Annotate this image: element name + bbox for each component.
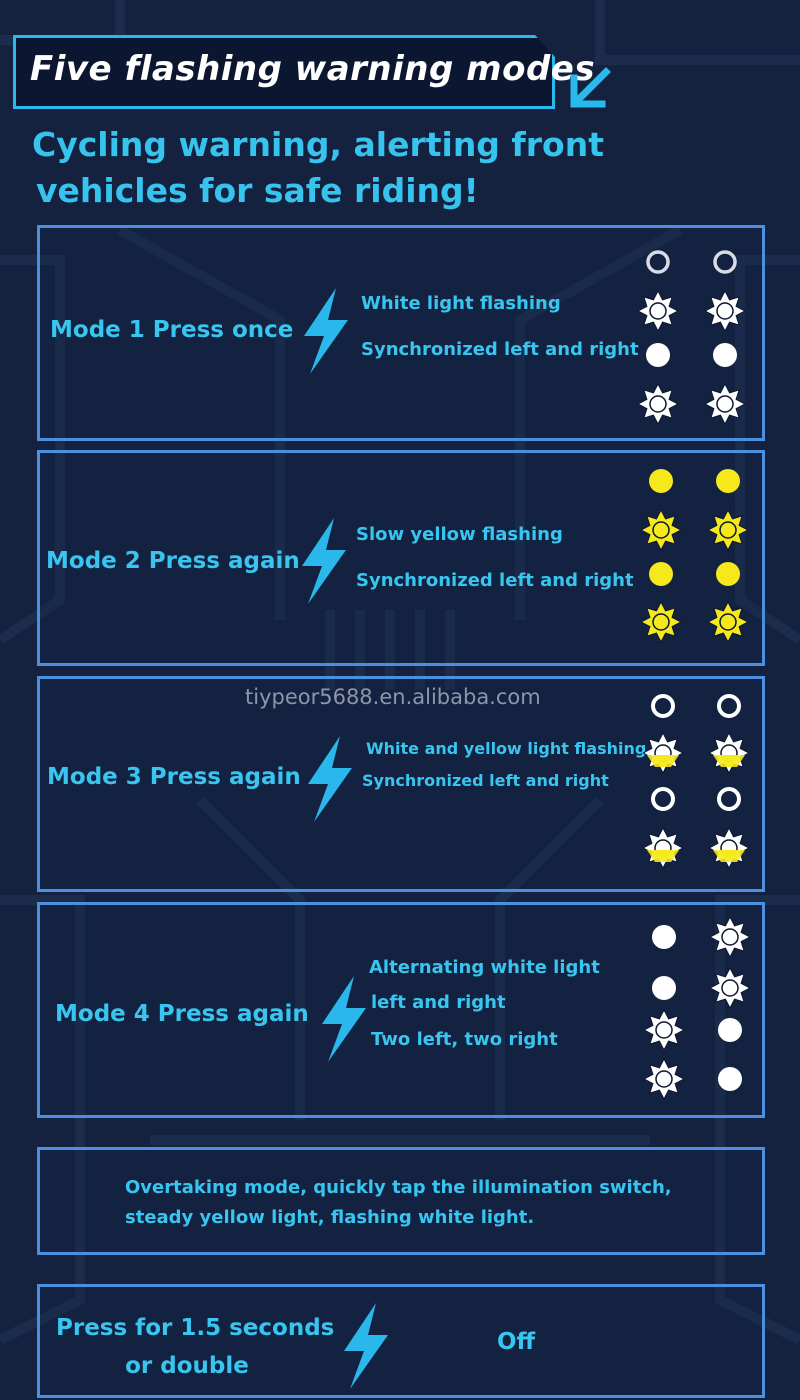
light-dot-icon — [705, 335, 745, 375]
off-instruction-line-1: Press for 1.5 seconds — [56, 1315, 335, 1341]
lightning-bolt-icon — [338, 1303, 392, 1389]
off-result-label: Off — [497, 1329, 536, 1355]
light-sunburst-icon — [644, 1059, 684, 1099]
light-sunburst-icon — [708, 510, 748, 550]
light-sunburst-icon — [710, 968, 750, 1008]
light-dot-icon — [644, 968, 684, 1008]
light-sunburst-icon — [643, 733, 683, 773]
light-ring-icon — [643, 686, 683, 726]
overtaking-line-1: Overtaking mode, quickly tap the illumination switch, — [125, 1177, 672, 1198]
light-sunburst-icon — [705, 291, 745, 331]
light-ring-icon — [638, 242, 678, 282]
lightning-bolt-icon — [316, 976, 370, 1062]
light-dot-icon — [638, 335, 678, 375]
light-sunburst-icon — [641, 602, 681, 642]
lightning-bolt-icon — [302, 736, 356, 822]
light-sunburst-icon — [708, 602, 748, 642]
mode-3-description-2: Synchronized left and right — [362, 771, 609, 790]
watermark: tiypeor5688.en.alibaba.com — [245, 685, 541, 709]
mode-2-description-2: Synchronized left and right — [356, 570, 634, 591]
light-sunburst-icon — [638, 384, 678, 424]
mode-4-description-1: Alternating white light — [369, 957, 600, 978]
mode-1-description-1: White light flashing — [361, 293, 561, 314]
mode-4-label: Mode 4 Press again — [55, 1001, 309, 1027]
light-sunburst-icon — [709, 828, 749, 868]
light-dot-icon — [708, 554, 748, 594]
lightning-bolt-icon — [298, 288, 352, 374]
mode-3-label: Mode 3 Press again — [47, 764, 301, 790]
light-sunburst-icon — [709, 733, 749, 773]
light-dot-icon — [641, 554, 681, 594]
light-dot-icon — [708, 461, 748, 501]
light-dot-icon — [710, 1010, 750, 1050]
mode-3-description-1: White and yellow light flashing — [366, 739, 647, 758]
light-sunburst-icon — [644, 1010, 684, 1050]
light-sunburst-icon — [641, 510, 681, 550]
light-ring-icon — [643, 779, 683, 819]
light-sunburst-icon — [643, 828, 683, 868]
light-ring-icon — [705, 242, 745, 282]
mode-1-description-2: Synchronized left and right — [361, 339, 639, 360]
light-sunburst-icon — [638, 291, 678, 331]
arrow-down-left-icon — [566, 66, 612, 110]
light-sunburst-icon — [710, 917, 750, 957]
light-sunburst-icon — [705, 384, 745, 424]
light-dot-icon — [710, 1059, 750, 1099]
overtaking-line-2: steady yellow light, flashing white light. — [125, 1207, 535, 1228]
light-dot-icon — [644, 917, 684, 957]
page-title: Five flashing warning modes — [30, 49, 596, 89]
lightning-bolt-icon — [296, 518, 350, 604]
mode-2-label: Mode 2 Press again — [46, 548, 300, 574]
mode-4-description-3: Two left, two right — [371, 1029, 558, 1050]
off-instruction-line-2: or double — [125, 1353, 249, 1379]
subtitle-line-2: vehicles for safe riding! — [36, 171, 479, 210]
light-dot-icon — [641, 461, 681, 501]
light-ring-icon — [709, 686, 749, 726]
mode-2-description-1: Slow yellow flashing — [356, 524, 563, 545]
subtitle-line-1: Cycling warning, alerting front — [32, 125, 604, 164]
light-ring-icon — [709, 779, 749, 819]
mode-1-label: Mode 1 Press once — [50, 317, 294, 343]
mode-4-description-2: left and right — [371, 992, 506, 1013]
